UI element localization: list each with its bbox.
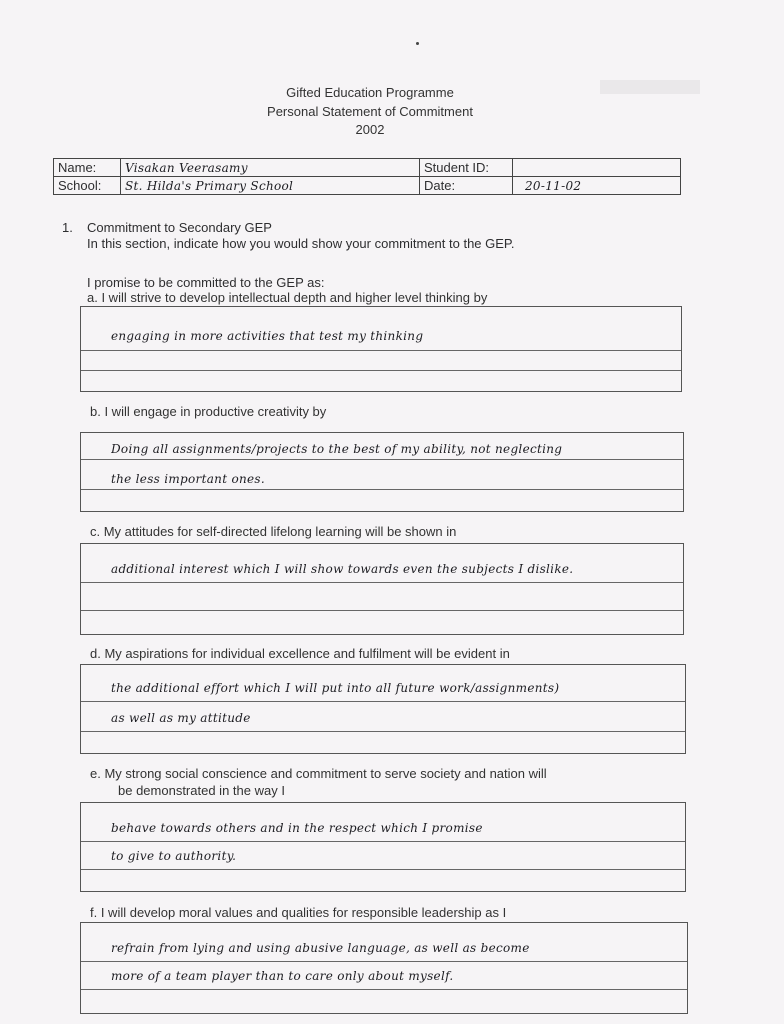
school-field[interactable]: St. Hilda's Primary School (121, 177, 420, 195)
ruled-line (81, 989, 687, 990)
question-d-answer-line-2: as well as my attitude (111, 711, 251, 725)
question-b-prompt: b. I will engage in productive creativity by (90, 404, 327, 419)
question-e-answer-line-2: to give to authority. (111, 849, 237, 863)
scan-speck (416, 42, 419, 45)
document-title: Personal Statement of Commitment (267, 104, 473, 119)
ruled-line (81, 370, 681, 371)
question-d-answer-line-1: the additional effort which I will put into all future work/assignments) (111, 681, 560, 695)
promise-statement: I promise to be committed to the GEP as: (87, 275, 325, 290)
section-instruction: In this section, indicate how you would show your commitment to the GEP. (87, 236, 515, 251)
question-a-answer-line-1: engaging in more activities that test my thinking (111, 329, 424, 343)
section-number: 1. (62, 220, 73, 235)
question-b-answer-line-1: Doing all assignments/projects to the best of my ability, not neglecting (111, 442, 563, 456)
date-label: Date: (420, 177, 513, 195)
date-field[interactable]: 20-11-02 (513, 177, 681, 195)
question-c-answer-box[interactable] (80, 543, 684, 635)
programme-title: Gifted Education Programme (286, 85, 454, 100)
question-a-answer-box[interactable] (80, 306, 682, 392)
name-field[interactable]: Visakan Veerasamy (121, 159, 420, 177)
question-f-answer-line-2: more of a team player than to care only about myself. (111, 969, 454, 983)
question-c-answer-line-1: additional interest which I will show towards even the subjects I dislike. (111, 562, 574, 576)
name-label: Name: (54, 159, 121, 177)
section-title: Commitment to Secondary GEP (87, 220, 272, 235)
ruled-line (81, 961, 687, 962)
student-id-label: Student ID: (420, 159, 513, 177)
ruled-line (81, 610, 683, 611)
ruled-line (81, 869, 685, 870)
ruled-line (81, 350, 681, 351)
question-d-prompt: d. My aspirations for individual excellence and fulfilment will be evident in (90, 646, 510, 661)
student-info-table (53, 158, 681, 195)
student-id-field[interactable] (513, 159, 681, 177)
question-c-prompt: c. My attitudes for self-directed lifelong learning will be shown in (90, 524, 457, 539)
question-e-answer-line-1: behave towards others and in the respect which I promise (111, 821, 483, 835)
question-a-prompt: a. I will strive to develop intellectual depth and higher level thinking by (87, 290, 488, 305)
document-year: 2002 (355, 122, 385, 137)
question-e-prompt: e. My strong social conscience and commitment to serve society and nation will (90, 766, 547, 781)
ruled-line (81, 489, 683, 490)
question-b-answer-line-2: the less important ones. (111, 472, 265, 486)
question-e-answer-box[interactable] (80, 802, 686, 892)
ruled-line (81, 582, 683, 583)
school-label: School: (54, 177, 121, 195)
question-d-answer-box[interactable] (80, 664, 686, 754)
question-e-prompt-cont: be demonstrated in the way I (118, 783, 285, 798)
question-f-prompt: f. I will develop moral values and qualities for responsible leadership as I (90, 905, 507, 920)
ruled-line (81, 731, 685, 732)
ruled-line (81, 701, 685, 702)
question-b-answer-box[interactable] (80, 432, 684, 512)
ruled-line (81, 841, 685, 842)
question-f-answer-line-1: refrain from lying and using abusive language, as well as become (111, 941, 530, 955)
question-f-answer-box[interactable] (80, 922, 688, 1014)
ruled-line (81, 459, 683, 460)
